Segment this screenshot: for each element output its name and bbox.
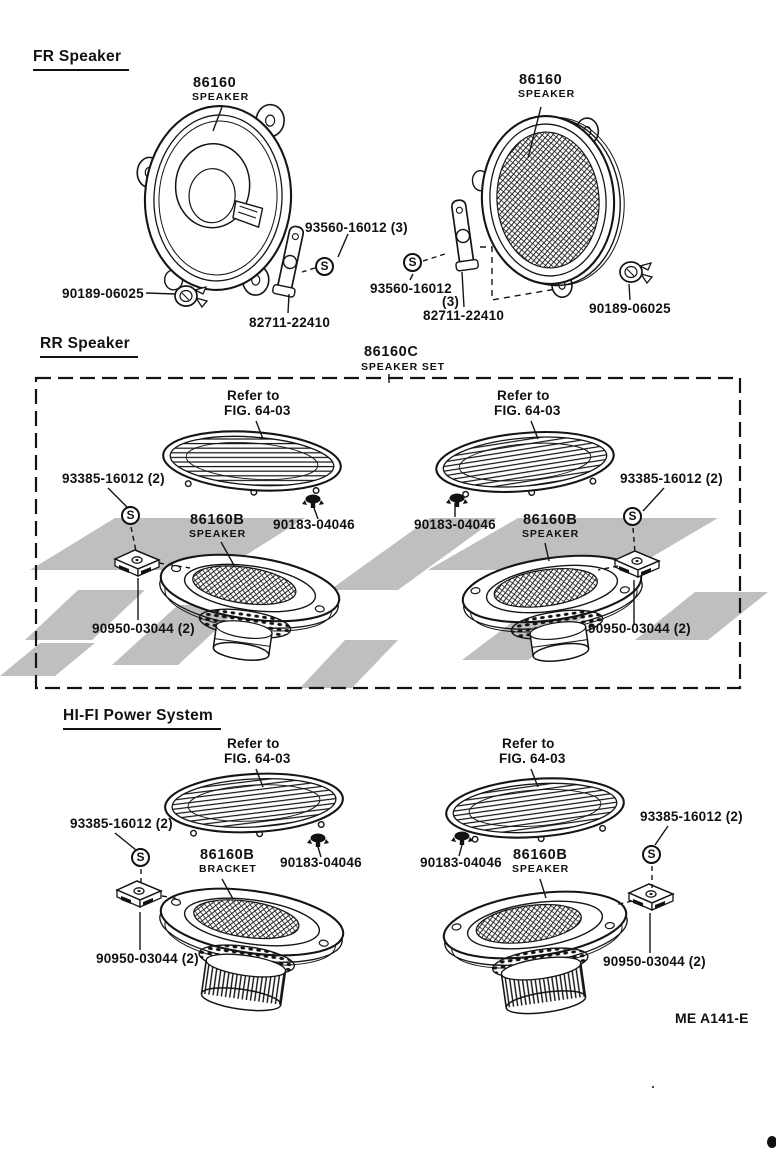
rr-right-nut-label: 90183-04046	[414, 517, 496, 532]
rr-left-screw-label: 93385-16012 (2)	[62, 471, 165, 486]
fr-grommet-right-drawing	[620, 262, 652, 283]
rr-left-refer-line1: Refer to	[227, 388, 280, 403]
rr-left-part-name: SPEAKER	[189, 528, 247, 540]
hifi-right-part-number: 86160B	[513, 847, 568, 863]
page-code: ME A141-E	[675, 1010, 749, 1026]
hifi-left-part-number: 86160B	[200, 847, 255, 863]
hifi-left-nut-label: 90183-04046	[280, 855, 362, 870]
fr-right-speaker-drawing	[468, 111, 630, 303]
hifi-grille-right	[444, 773, 626, 848]
hifi-right-screw-label: 93385-16012 (2)	[640, 809, 743, 824]
fr-part-left-number: 86160	[193, 75, 237, 91]
rr-right-part-number: 86160B	[523, 512, 578, 528]
fr-grommet-right-label: 90189-06025	[589, 301, 671, 316]
rr-right-refer-line1: Refer to	[497, 388, 550, 403]
hifi-left-screw-label: 93385-16012 (2)	[70, 816, 173, 831]
fr-grommet-left-label: 90189-06025	[62, 286, 144, 301]
rr-left-spacer-label: 90950-03044 (2)	[92, 621, 195, 636]
hifi-right-refer-line2: FIG. 64-03	[499, 751, 566, 766]
fr-bracket-right-drawing	[447, 199, 479, 271]
hifi-left-refer-line2: FIG. 64-03	[224, 751, 291, 766]
rr-nut-left	[302, 495, 324, 509]
rr-nut-right	[446, 494, 468, 508]
scan-marks	[652, 1086, 776, 1148]
fr-screw-left-marker-icon: S	[315, 257, 334, 276]
rr-grille-right	[434, 425, 617, 503]
fr-part-right-name: SPEAKER	[518, 88, 576, 100]
rr-right-screw-label: 93385-16012 (2)	[620, 471, 723, 486]
rr-left-screw-marker-icon: S	[121, 506, 140, 525]
fr-part-right-number: 86160	[519, 72, 563, 88]
hifi-section-title: HI-FI Power System	[63, 707, 221, 730]
fr-screw-right-marker-icon: S	[403, 253, 422, 272]
hifi-grille-left	[164, 769, 345, 841]
rr-section-title: RR Speaker	[40, 335, 138, 358]
hifi-right-part-name: SPEAKER	[512, 863, 570, 875]
rr-set-name: SPEAKER SET	[361, 361, 445, 373]
hifi-nut-right	[451, 832, 473, 846]
rr-set-number: 86160C	[364, 344, 419, 360]
rr-left-refer-line2: FIG. 64-03	[224, 403, 291, 418]
rr-left-nut-label: 90183-04046	[273, 517, 355, 532]
hifi-right-refer-line1: Refer to	[502, 736, 555, 751]
hifi-right-nut-label: 90183-04046	[420, 855, 502, 870]
fr-part-left-name: SPEAKER	[192, 91, 250, 103]
watermark-logo	[0, 518, 768, 688]
fr-screw-right-label: 93560-16012	[370, 281, 452, 296]
rr-right-screw-marker-icon: S	[623, 507, 642, 526]
hifi-left-part-name: BRACKET	[199, 863, 257, 875]
rr-right-spacer-label: 90950-03044 (2)	[588, 621, 691, 636]
fr-screw-right-qty: (3)	[442, 294, 460, 309]
rr-left-part-number: 86160B	[190, 512, 245, 528]
hifi-spacer-left	[117, 881, 161, 907]
hifi-nut-left	[307, 834, 329, 848]
hifi-left-screw-marker-icon: S	[131, 848, 150, 867]
fr-bracket-left-label: 82711-22410	[249, 315, 331, 330]
rr-right-part-name: SPEAKER	[522, 528, 580, 540]
hifi-right-spacer-label: 90950-03044 (2)	[603, 954, 706, 969]
fr-screw-left-label: 93560-16012 (3)	[305, 220, 408, 235]
fr-section-title: FR Speaker	[33, 48, 129, 71]
hifi-right-screw-marker-icon: S	[642, 845, 661, 864]
hifi-left-refer-line1: Refer to	[227, 736, 280, 751]
rr-grille-left	[161, 426, 343, 501]
fr-grommet-left-drawing	[175, 286, 207, 307]
hifi-left-spacer-label: 90950-03044 (2)	[96, 951, 199, 966]
rr-right-refer-line2: FIG. 64-03	[494, 403, 561, 418]
hifi-spacer-right	[629, 884, 673, 910]
fr-bracket-right-label: 82711-22410	[423, 308, 505, 323]
